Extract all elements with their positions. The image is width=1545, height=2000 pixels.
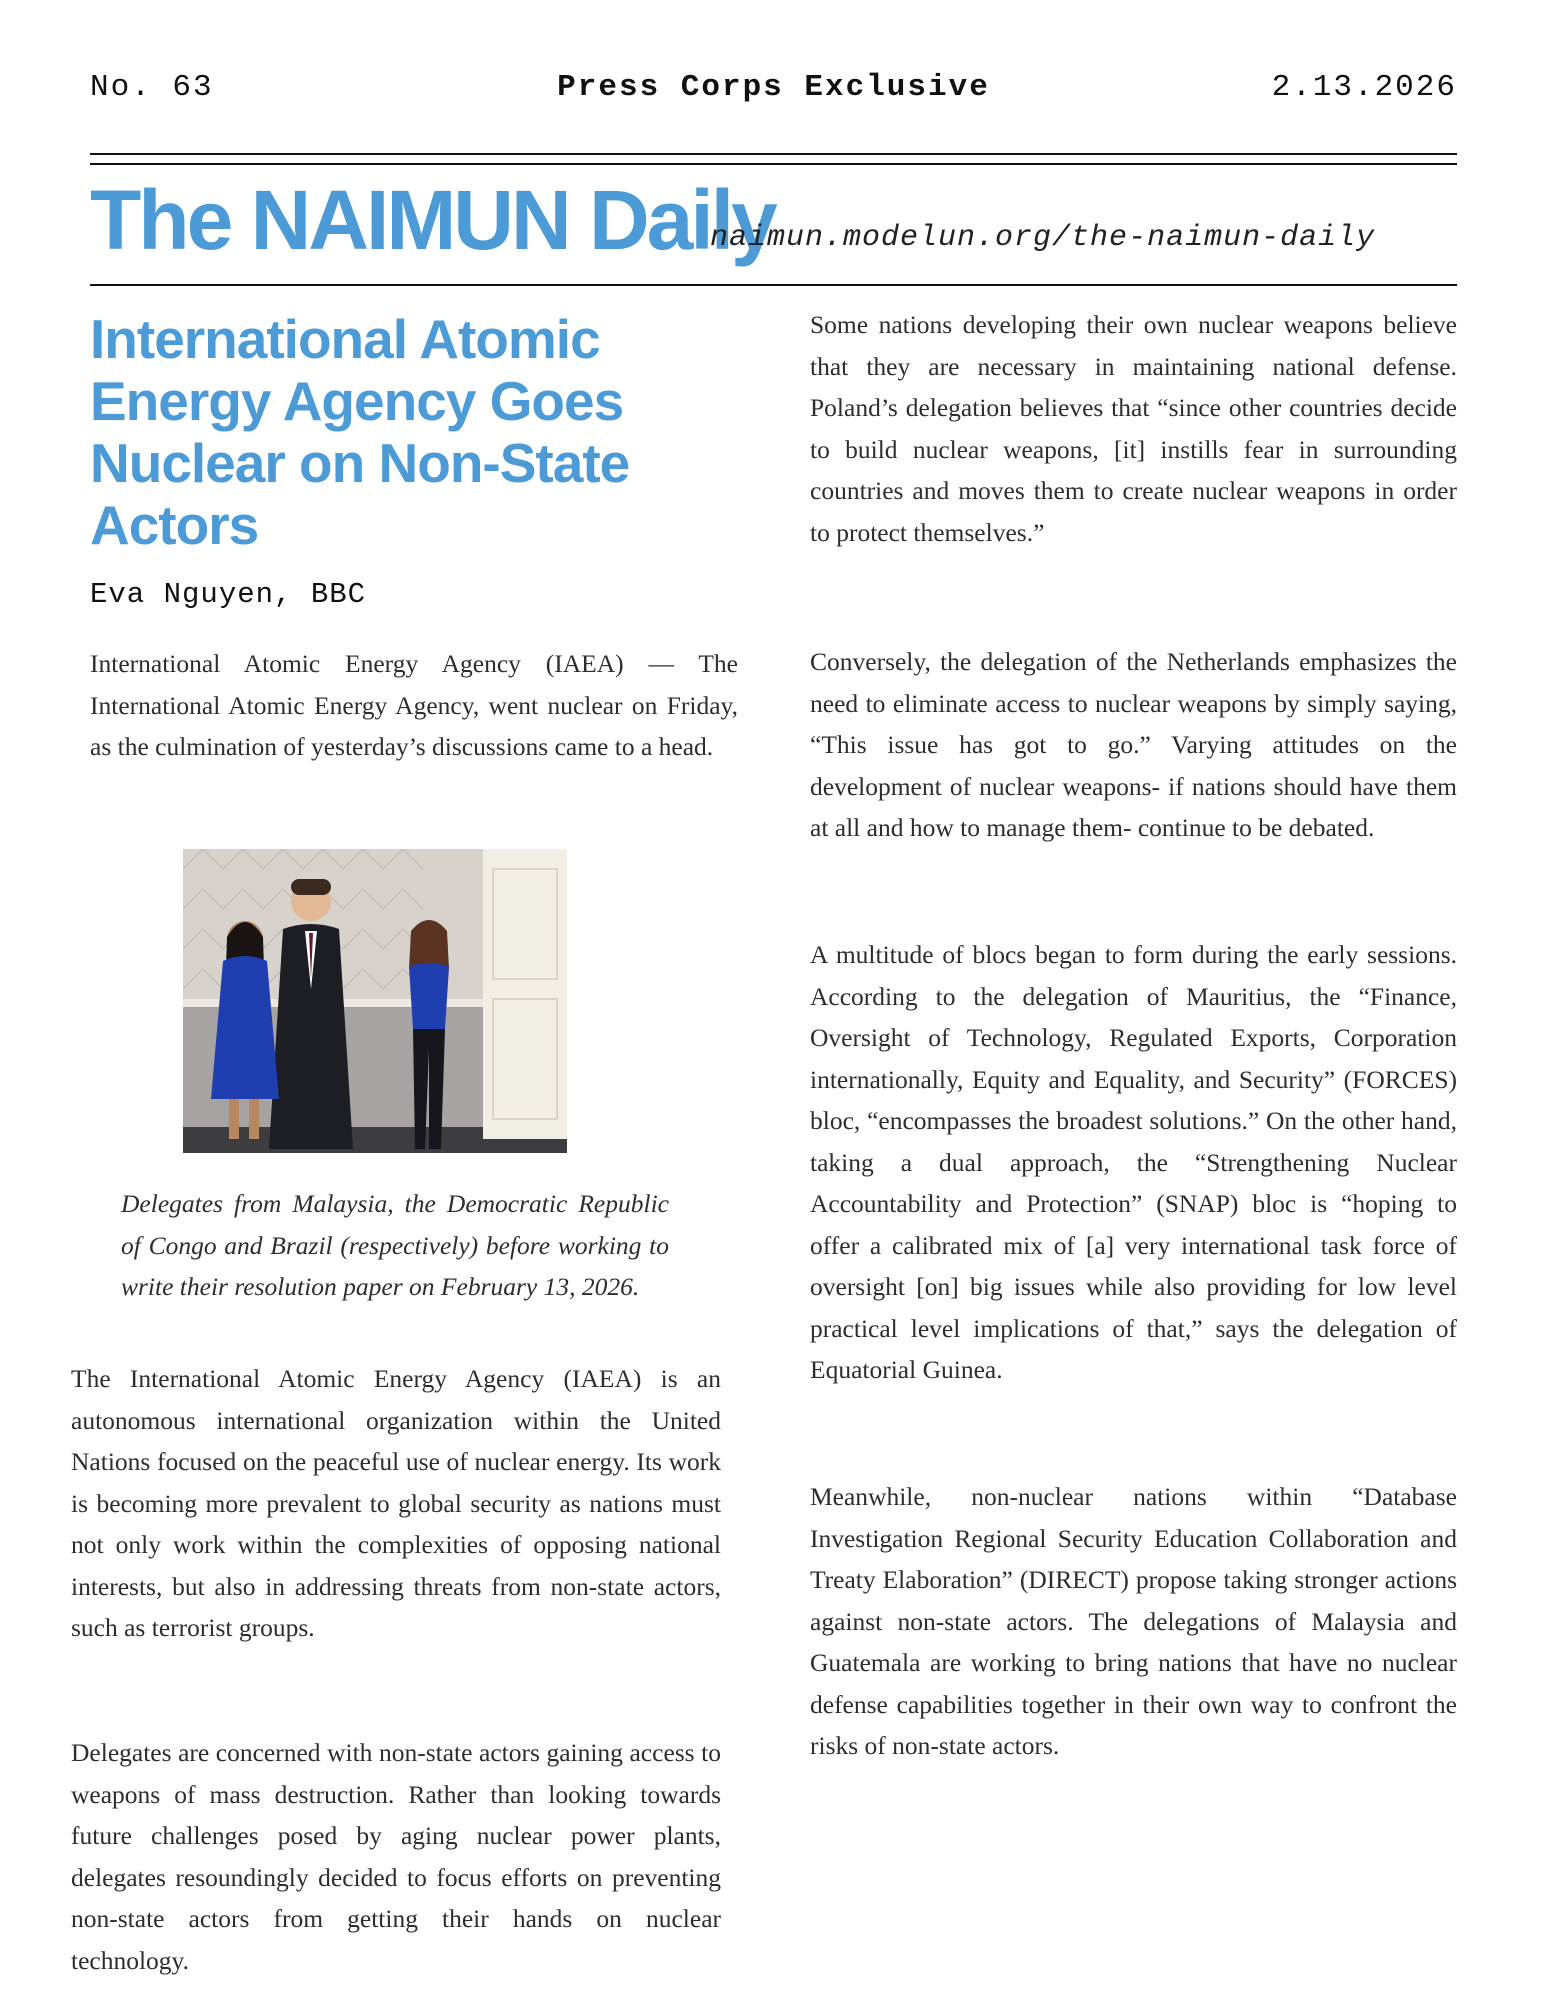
masthead-top-line	[90, 70, 1457, 110]
masthead-rule-top	[90, 153, 1457, 155]
right-paragraph-1: Some nations developing their own nuclear weapons believe that they are necessary in maintaining national defense. Poland’s delegation believes that “since other countries decide to build nuclear weapons, [it] instills fear in surrounding countries and moves them to create nuclear weapons in order to protect themselves.”	[810, 310, 1457, 547]
section-kicker: Press Corps Exclusive	[557, 70, 990, 105]
publication-url[interactable]: naimun.modelun.org/the-naimun-daily	[710, 221, 1376, 255]
right-paragraph-2: Conversely, the delegation of the Netherlands emphasizes the need to eliminate access to nuclear weapons by simply saying, “This issue has got to go.” Varying attitudes on the development of nuclear weapons- if nations should have them at all and how to manage them- continue to be debated.	[810, 647, 1457, 842]
masthead-rule-bottom	[90, 284, 1457, 286]
delegates-photo-illustration	[183, 849, 567, 1153]
article-headline: International Atomic Energy Agency Goes Nuclear on Non-State Actors	[90, 308, 630, 556]
article-lead: International Atomic Energy Agency (IAEA) — The International Atomic Energy Agency, went nuclear on Friday, as the culmination of yesterday’s discussions came to a head.	[90, 649, 738, 761]
photo-caption: Delegates from Malaysia, the Democratic Republic of Congo and Brazil (respectively) before working to write their resolution paper on February 13, 2026.	[121, 1189, 669, 1301]
article-byline: Eva Nguyen, BBC	[90, 578, 367, 611]
right-paragraph-4: Meanwhile, non-nuclear nations within “Database Investigation Regional Security Education Collaboration and Treaty Elaboration” (DIRECT) propose taking stronger actions against non-state actors. The delegations of Malaysia and Guatemala are working to bring nations that have no nuclear defense capabilities together in their own way to confront the risks of non-state actors.	[810, 1482, 1457, 1760]
left-paragraph-1: The International Atomic Energy Agency (IAEA) is an autonomous international organization within the United Nations focused on the peaceful use of nuclear energy. Its work is becoming more prevalent to global security as nations must not only work within the complexities of opposing national interests, but also in addressing threats from non-state actors, such as terrorist groups.	[71, 1364, 721, 1642]
publication-title: The NAIMUN Daily	[90, 173, 775, 267]
right-paragraph-3: A multitude of blocs began to form during the early sessions. According to the delegation of Mauritius, the “Finance, Oversight of Technology, Regulated Exports, Corporation internationally, Equity and Equality, and Security” (FORCES) bloc, “encompasses the broadest solutions.” On the other hand, taking a dual approach, the “Strengthening Nuclear Accountability and Protection” (SNAP) bloc is “hoping to offer a calibrated mix of [a] very international task force of oversight [on] big issues while also providing for low level practical level implications of that,” says the delegation of Equatorial Guinea.	[810, 940, 1457, 1384]
issue-number: No. 63	[90, 70, 214, 105]
delegates-photo	[183, 849, 567, 1153]
issue-date: 2.13.2026	[1271, 70, 1457, 105]
masthead-rule-double	[90, 163, 1457, 165]
left-paragraph-2: Delegates are concerned with non-state actors gaining access to weapons of mass destruction. Rather than looking towards future challenges posed by aging nuclear power plants, delegates resoundingly decided to focus efforts on preventing non-state actors from getting their hands on nuclear technology.	[71, 1738, 721, 1975]
